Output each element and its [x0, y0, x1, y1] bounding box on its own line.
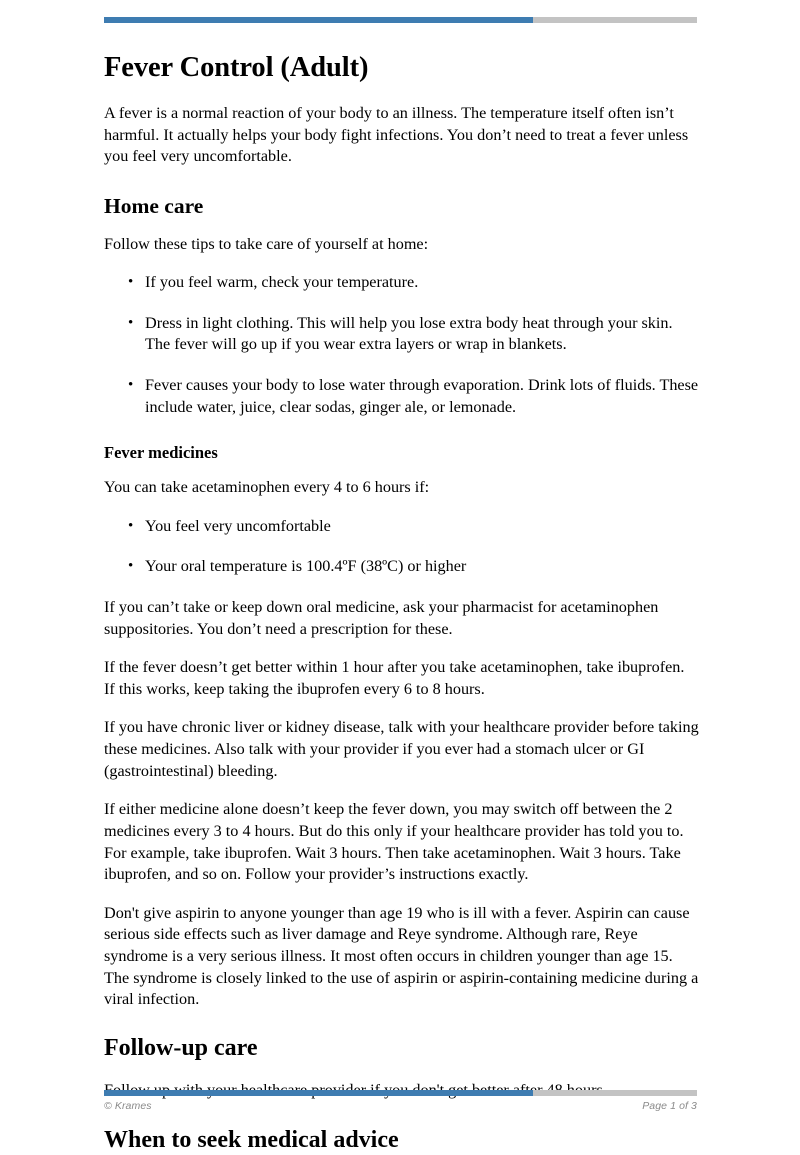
list-item: • You feel very uncomfortable: [145, 516, 699, 538]
header-rule-gray-segment: [533, 17, 697, 23]
fever-medicines-paragraph-3: If you have chronic liver or kidney disease, talk with your healthcare provider before taking these medicines. Also talk with your provider if you ever had a stomach ulcer or GI (gastrointestinal) bleeding.: [104, 718, 699, 780]
subsection-heading-fever-medicines: Fever medicines: [104, 443, 218, 463]
document-content: [104, 52, 699, 1155]
list-item: • If you feel warm, check your temperature.: [145, 272, 699, 294]
fever-medicines-list: [104, 516, 699, 578]
home-care-intro: Follow these tips to take care of yourself at home:: [104, 234, 429, 253]
section-heading-when-to-seek-medical-advice: When to seek medical advice: [104, 1127, 399, 1154]
page-number: Page 1 of 3: [642, 1100, 697, 1112]
footer-row: [104, 1100, 697, 1112]
page-title: Fever Control (Adult): [104, 52, 369, 83]
section-heading-home-care: Home care: [104, 193, 204, 218]
footer-rule-gray-segment: [533, 1090, 697, 1096]
fever-medicines-paragraph-4: If either medicine alone doesn’t keep the fever down, you may switch off between the 2 medicines every 3 to 4 hours. But do this only if your healthcare provider has told you to. For example, take ibuprofen. Wait 3 hours. Then take acetaminophen. Wait 3 hours. Take ibuprofen, and so on. Follow your provider’s instructions exactly.: [104, 800, 684, 884]
fever-medicines-paragraph-2: If the fever doesn’t get better within 1 hour after you take acetaminophen, take ibuprofen. If this works, keep taking the ibuprofen every 6 to 8 hours.: [104, 658, 685, 698]
fever-medicines-paragraph-5: Don't give aspirin to anyone younger than age 19 who is ill with a fever. Aspirin can cause serious side effects such as liver damage and Reye syndrome. Although rare, Reye syndrome is a very serious illness. It most often occurs in children younger than age 15. The syndrome is closely linked to the use of aspirin or aspirin-containing medicine during a viral infection.: [104, 903, 699, 1009]
header-rule-blue-segment: [104, 17, 533, 23]
copyright-notice: © Krames: [104, 1100, 152, 1112]
header-rule: [104, 17, 697, 23]
list-item: • Dress in light clothing. This will help you lose extra body heat through your skin. The fever will go up if you wear extra layers or wrap in blankets.: [145, 313, 699, 356]
fever-medicines-paragraph-1: If you can’t take or keep down oral medicine, ask your pharmacist for acetaminophen suppositories. You don’t need a prescription for these.: [104, 597, 659, 638]
footer-rule: [104, 1090, 697, 1096]
home-care-list: [104, 272, 699, 418]
list-item: • Fever causes your body to lose water through evaporation. Drink lots of fluids. These include water, juice, clear sodas, ginger ale, or lemonade.: [145, 375, 699, 418]
fever-medicines-intro: You can take acetaminophen every 4 to 6 hours if:: [104, 478, 430, 497]
list-item: • Your oral temperature is 100.4ºF (38ºC) or higher: [145, 556, 699, 578]
intro-paragraph: A fever is a normal reaction of your body to an illness. The temperature itself often isn’t harmful. It actually helps your body fight infections. You don’t need to treat a fever unless you feel very uncomfortable.: [104, 103, 689, 166]
section-heading-follow-up-care: Follow-up care: [104, 1034, 258, 1061]
page-footer: [104, 1090, 697, 1112]
footer-rule-blue-segment: [104, 1090, 533, 1096]
